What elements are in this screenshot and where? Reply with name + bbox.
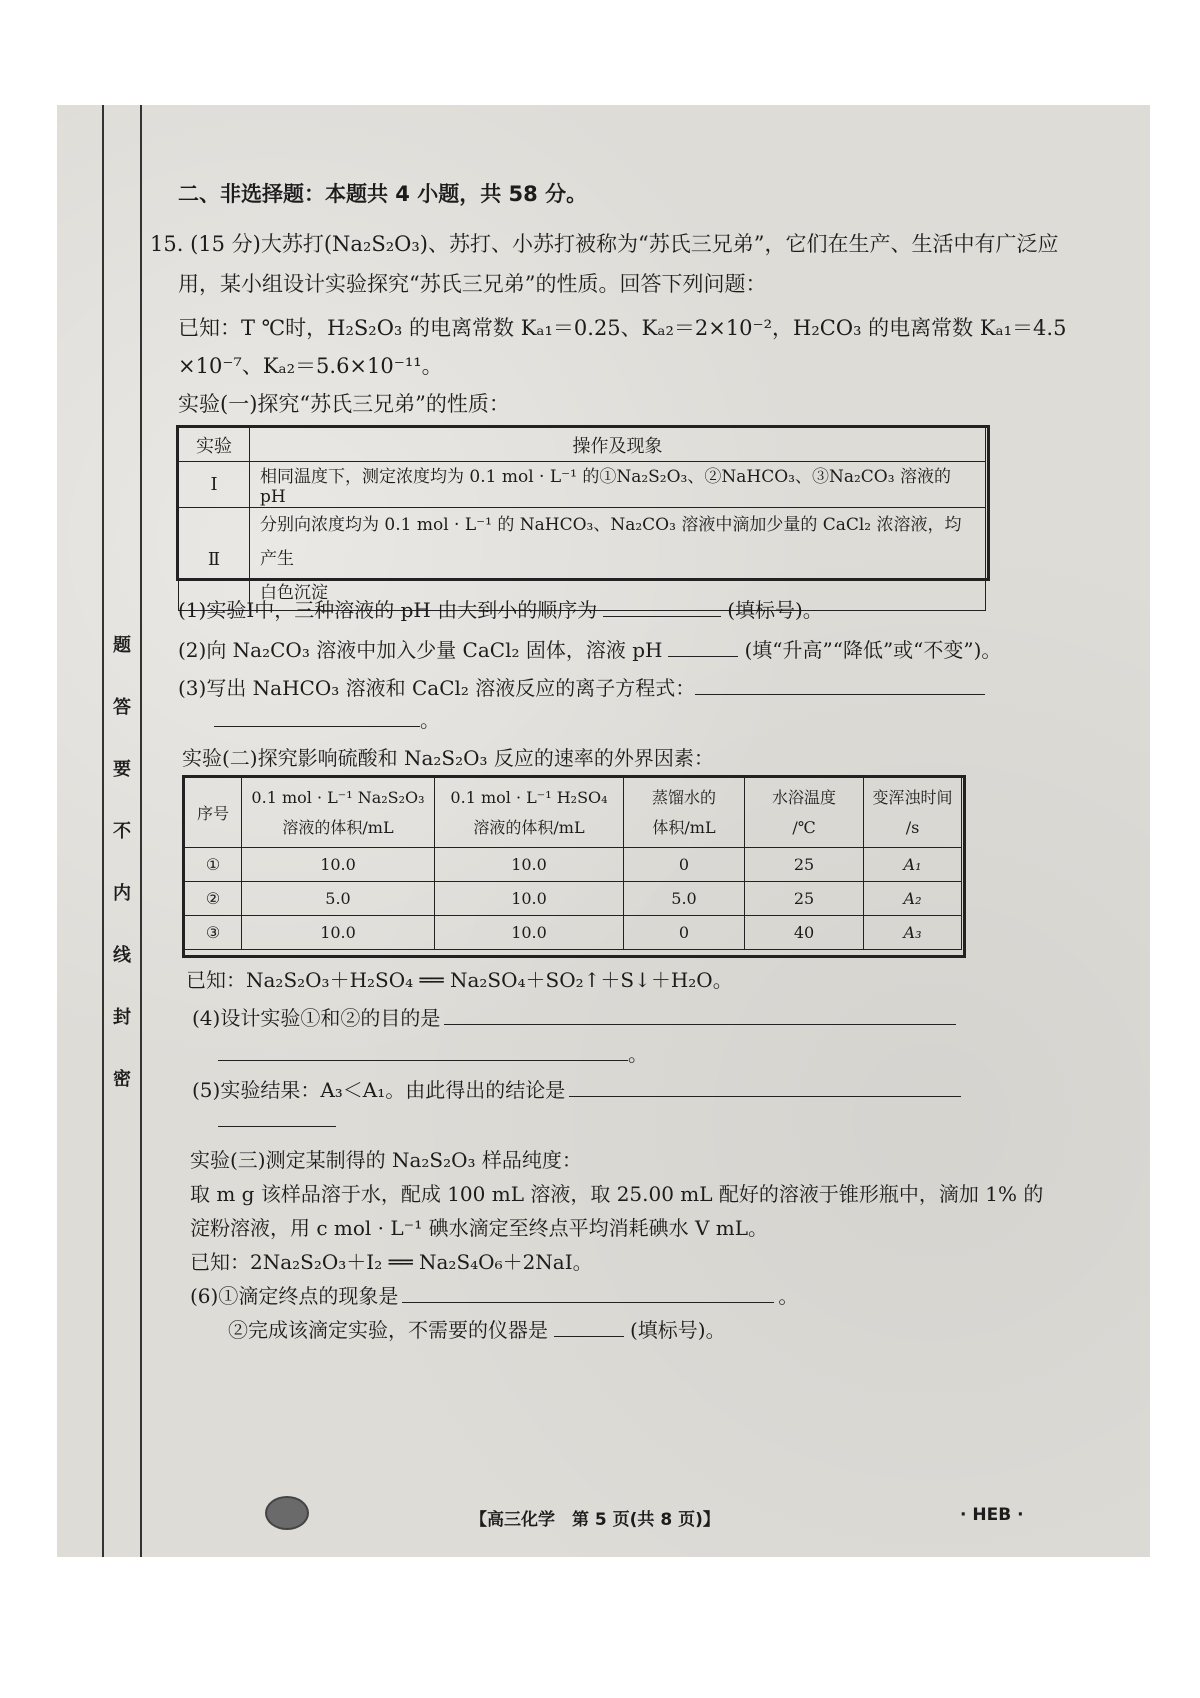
- table2-cell: 10.0: [242, 916, 435, 950]
- known-reaction-2: 已知：2Na₂S₂O₃＋I₂ ══ Na₂S₄O₆＋2NaI。: [190, 1250, 593, 1274]
- table2-header-na2s2o3-l1: 0.1 mol · L⁻¹ Na₂S₂O₃: [251, 787, 425, 807]
- answer-blank-6a[interactable]: [402, 1282, 774, 1303]
- table2-cell: A₁: [864, 848, 962, 882]
- table2-cell: ③: [185, 916, 242, 950]
- table2-header-h2so4-l1: 0.1 mol · L⁻¹ H₂SO₄: [450, 787, 608, 807]
- experiment3-line1: 取 m g 该样品溶于水，配成 100 mL 溶液，取 25.00 mL 配好的溶液于锥形瓶中，滴加 1% 的: [190, 1182, 1044, 1206]
- table2-cell: 10.0: [435, 916, 624, 950]
- sub-question-2: [178, 634, 1001, 663]
- sub3-period: 。: [420, 708, 440, 732]
- answer-blank-3b[interactable]: [214, 706, 420, 727]
- sub3-text: (3)写出 NaHCO₃ 溶液和 CaCl₂ 溶液反应的离子方程式：: [178, 676, 696, 700]
- sub4-text: (4)设计实验①和②的目的是: [192, 1006, 441, 1030]
- sub2-tail: (填“升高”“降低”或“不变”)。: [744, 638, 1002, 662]
- sub4-period: 。: [628, 1042, 648, 1066]
- sub-question-5-cont: [218, 1106, 336, 1132]
- sub-question-5: [192, 1074, 961, 1103]
- table2-cell: 5.0: [624, 882, 745, 916]
- table2-cell: ①: [185, 848, 242, 882]
- answer-blank-1[interactable]: [603, 596, 721, 617]
- sub5-text: (5)实验结果：A₃＜A₁。由此得出的结论是: [192, 1078, 566, 1102]
- table2-header-index: [185, 778, 242, 848]
- sub1-tail: (填标号)。: [727, 598, 823, 622]
- seal-char: 不: [113, 821, 131, 842]
- answer-blank-4a[interactable]: [444, 1004, 956, 1025]
- sub-question-4: [192, 1002, 956, 1031]
- page-footer: 【高三化学 第 5 页(共 8 页)】: [470, 1510, 720, 1530]
- sub6a-text: (6)①滴定终点的现象是: [190, 1284, 399, 1308]
- table2-header-water-l1: 蒸馏水的: [651, 787, 716, 807]
- answer-blank-6b[interactable]: [554, 1316, 624, 1337]
- sub-question-4-cont: [218, 1038, 648, 1067]
- table2-header-na2s2o3-l2: 溶液的体积/mL: [282, 817, 394, 837]
- table2-cell: 10.0: [242, 848, 435, 882]
- table2-header-temp: [745, 778, 864, 848]
- table2-header-na2s2o3: [242, 778, 435, 848]
- table2-cell: A₂: [864, 882, 962, 916]
- sub6b-text: ②完成该滴定实验，不需要的仪器是: [228, 1318, 548, 1342]
- table2-cell: 10.0: [435, 848, 624, 882]
- q15-intro-line1: 15. (15 分)大苏打(Na₂S₂O₃)、苏打、小苏打被称为“苏氏三兄弟”，它们在生产、生活中有广泛应: [150, 232, 1059, 256]
- experiment1-title: 实验(一)探究“苏氏三兄弟”的性质：: [178, 392, 510, 416]
- table1-row1-text: 相同温度下，测定浓度均为 0.1 mol · L⁻¹ 的①Na₂S₂O₃、②NaHCO₃、③Na₂CO₃ 溶液的 pH: [250, 462, 986, 508]
- table2-header-temp-l2: /℃: [792, 817, 816, 837]
- sub1-text: (1)实验Ⅰ中，三种溶液的 pH 由大到小的顺序为: [178, 598, 598, 622]
- seal-char: 答: [113, 697, 131, 718]
- sub6a-tail: 。: [778, 1284, 799, 1308]
- sub-question-6b: [228, 1314, 726, 1343]
- table1-header-exp: 实验: [179, 428, 250, 462]
- table2-cell: ②: [185, 882, 242, 916]
- footer-code: · HEB ·: [960, 1505, 1024, 1525]
- table1-row2-text-line2: 白色沉淀: [260, 583, 328, 603]
- answer-blank-4b[interactable]: [218, 1040, 628, 1061]
- sub-question-3-cont: [214, 704, 440, 733]
- experiment2-title: 实验(二)探究影响硫酸和 Na₂S₂O₃ 反应的速率的外界因素：: [182, 746, 714, 770]
- sub-question-3: [178, 672, 985, 701]
- table2-cell: 5.0: [242, 882, 435, 916]
- publisher-logo-icon: [265, 1496, 309, 1530]
- table2-cell: 0: [624, 916, 745, 950]
- table2-header-temp-l1: 水浴温度: [771, 787, 836, 807]
- seal-char: 线: [113, 945, 131, 966]
- table2-cell: 0: [624, 848, 745, 882]
- table2-header-h2so4-l2: 溶液的体积/mL: [473, 817, 585, 837]
- answer-blank-3a[interactable]: [695, 674, 985, 695]
- known-constants-line2: ×10⁻⁷、Kₐ₂＝5.6×10⁻¹¹。: [178, 354, 443, 378]
- seal-line-text: [108, 615, 136, 1111]
- table2-header-time-l2: /s: [905, 817, 920, 837]
- sub2-text: (2)向 Na₂CO₃ 溶液中加入少量 CaCl₂ 固体，溶液 pH: [178, 638, 663, 662]
- table2-cell: 40: [745, 916, 864, 950]
- table2-cell: 10.0: [435, 882, 624, 916]
- seal-char: 要: [113, 759, 131, 780]
- table2-cell: A₃: [864, 916, 962, 950]
- binding-line-inner: [140, 105, 142, 1557]
- table1-header-ops: 操作及现象: [250, 428, 986, 462]
- q15-intro-line2: 用，某小组设计实验探究“苏氏三兄弟”的性质。回答下列问题：: [178, 272, 767, 296]
- answer-blank-2[interactable]: [668, 636, 738, 657]
- seal-char: 内: [113, 883, 131, 904]
- seal-char: 封: [113, 1007, 131, 1028]
- experiment3-title: 实验(三)测定某制得的 Na₂S₂O₃ 样品纯度：: [190, 1148, 582, 1172]
- answer-blank-5b[interactable]: [218, 1106, 336, 1127]
- experiment1-table: [178, 427, 986, 611]
- known-reaction-1: 已知：Na₂S₂O₃＋H₂SO₄ ══ Na₂SO₄＋SO₂↑＋S↓＋H₂O。: [186, 968, 733, 992]
- table2-header-time: [864, 778, 962, 848]
- known-constants-line1: 已知：T ℃时，H₂S₂O₃ 的电离常数 Kₐ₁＝0.25、Kₐ₂＝2×10⁻²，H₂CO₃ 的电离常数 Kₐ₁＝4.5: [178, 316, 1067, 340]
- table-row: [185, 882, 962, 916]
- experiment2-table: [184, 777, 962, 950]
- table-row: [185, 916, 962, 950]
- sub-question-1: [178, 594, 823, 623]
- table2-header-water-l2: 体积/mL: [652, 817, 716, 837]
- seal-char: 题: [113, 635, 131, 656]
- binding-line: [102, 105, 104, 1557]
- table1-row1-id: Ⅰ: [179, 462, 250, 508]
- answer-blank-5a[interactable]: [569, 1076, 961, 1097]
- table1-row2-text-line1: 分别向浓度均为 0.1 mol · L⁻¹ 的 NaHCO₃、Na₂CO₃ 溶液中滴加少量的 CaCl₂ 浓溶液，均产生: [260, 515, 962, 569]
- table2-header-water: [624, 778, 745, 848]
- table1-row2-id: Ⅱ: [179, 508, 250, 611]
- experiment3-line2: 淀粉溶液，用 c mol · L⁻¹ 碘水滴定至终点平均消耗碘水 V mL。: [190, 1216, 769, 1240]
- section-heading: 二、非选择题：本题共 4 小题，共 58 分。: [178, 182, 588, 206]
- table2-cell: 25: [745, 848, 864, 882]
- table-row: [185, 848, 962, 882]
- seal-char: 密: [113, 1069, 131, 1090]
- table2-header-time-l1: 变浑浊时间: [872, 787, 953, 807]
- table2-cell: 25: [745, 882, 864, 916]
- sub-question-6a: [190, 1280, 798, 1309]
- table2-header-h2so4: [435, 778, 624, 848]
- sub6b-tail: (填标号)。: [630, 1318, 726, 1342]
- table2-header-index-text: 序号: [196, 804, 229, 823]
